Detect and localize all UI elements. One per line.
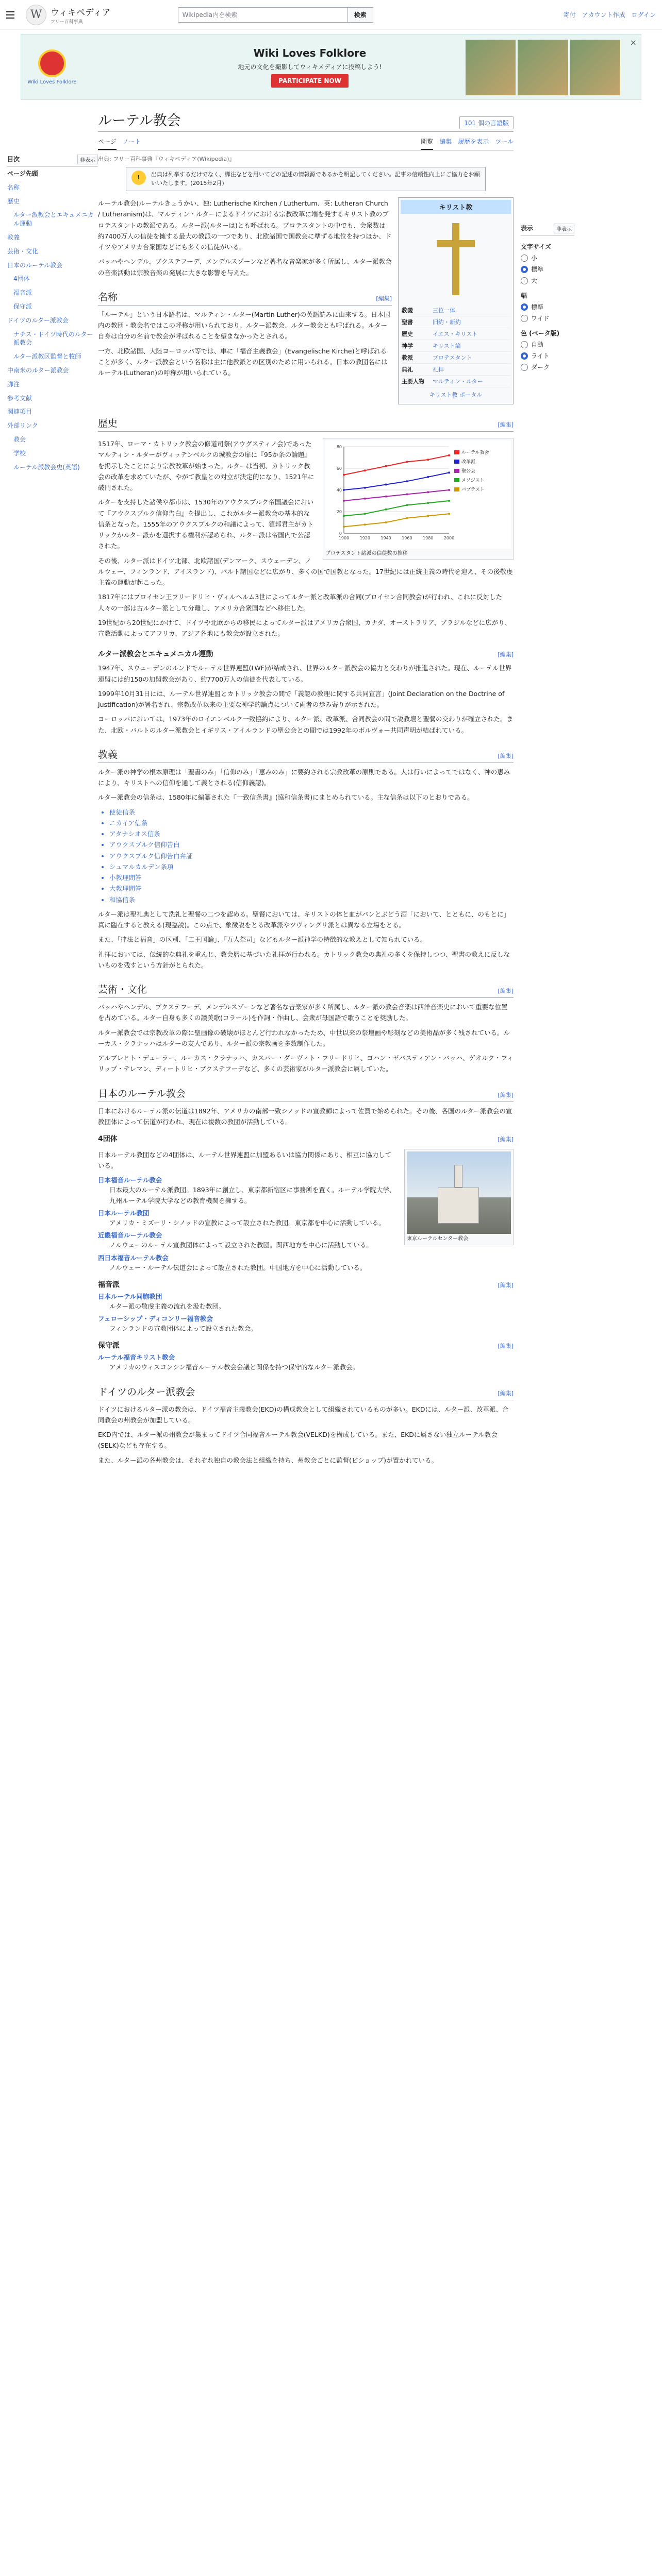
data-point bbox=[343, 515, 345, 517]
citation-notice bbox=[126, 167, 486, 191]
data-point bbox=[406, 461, 408, 463]
germany-paragraph: また、ルター派の各州教会は、それぞれ独自の教会法と組織を持ち、州教会ごとに監督(ビショップ)が置かれている。 bbox=[98, 1456, 438, 1464]
infobox-row bbox=[401, 304, 511, 316]
toc-item[interactable]: ナチス・ドイツ時代のルター派教会 bbox=[13, 330, 93, 347]
language-button[interactable]: 101 個の言語版 bbox=[459, 116, 514, 129]
confession-item[interactable]: • アタナシオス信条 bbox=[109, 828, 514, 839]
legend-swatch bbox=[454, 460, 459, 464]
heading-text: ドイツのルター派教会 bbox=[98, 1386, 195, 1398]
color-dark[interactable] bbox=[521, 363, 574, 371]
infobox-row bbox=[401, 364, 511, 376]
church-figure bbox=[404, 1149, 514, 1245]
edit-link[interactable]: [編集] bbox=[376, 295, 392, 302]
data-point bbox=[448, 454, 450, 456]
series-line bbox=[344, 455, 449, 475]
doctrine-paragraph: ルター派教会の信条は、1580年に編纂された『一致信条書』(協和信条書)にまとめられている。主な信条は以下のとおりである。 bbox=[98, 793, 474, 802]
ecumenism-paragraph: 1999年10月31日には、ルーテル世界連盟とカトリック教会の間で「義認の教理に関する共同宣言」(Joint Declaration on the Doctrine of Justification)が署名され、宗教改革以来の主要な神学的論点について両者の歩み寄りが示された。 bbox=[98, 689, 505, 708]
x-tick-label: 2000 bbox=[443, 536, 455, 540]
appearance-heading: 表示 bbox=[521, 225, 534, 232]
x-tick-label: 1900 bbox=[338, 536, 350, 540]
infobox-key: 神学 bbox=[402, 343, 413, 349]
arts-paragraph: ルター派教会では宗教改革の際に聖画像の破壊がほとんど行われなかったため、中世以来の祭壇画や彫刻などの美術品が多く残されている。ルーカス・クラナッハはルターの友人であり、ルター派の宗教画を多数制作した。 bbox=[98, 1028, 510, 1047]
section-heading-arts bbox=[98, 982, 514, 998]
table-of-contents bbox=[7, 100, 98, 1469]
infobox-key: 教義 bbox=[402, 307, 413, 314]
chart-caption: プロテスタント諸派の信徒数の推移 bbox=[325, 551, 408, 556]
data-point bbox=[364, 523, 366, 526]
section-heading-japan bbox=[98, 1086, 514, 1102]
data-point bbox=[364, 498, 366, 500]
color-light[interactable] bbox=[521, 351, 574, 360]
organization-description: ルター派の敬虔主義の流れを汲む教団。 bbox=[109, 1302, 225, 1310]
infobox-row bbox=[401, 340, 511, 352]
doctrine-paragraph: また、「律法と福音」の区別、「二王国論」、「万人祭司」などもルター派神学の特徴的な教えとして知られている。 bbox=[98, 936, 427, 944]
toc-item[interactable]: 関連項目 bbox=[7, 408, 32, 416]
infobox-key: 教派 bbox=[402, 354, 413, 361]
infobox-value[interactable]: 礼拝 bbox=[433, 366, 444, 373]
arts-paragraph: バッハやヘンデル、ブクステフーデ、メンデルスゾーンなど著名な音楽家が多く所属し、ルター派の教会音楽は西洋音楽史において重要な位置を占めている。ルター自身も多くの讃美歌(コラール)を作詞・作曲し、会衆が母国語で歌うことを奨励した。 bbox=[98, 1003, 508, 1022]
logo-subtitle: フリー百科事典 bbox=[51, 19, 83, 25]
ecumenism-paragraph: 1947年、スウェーデンのルンドでルーテル世界連盟(LWF)が結成され、世界のルター派教会の協力と交わりが推進された。現在、ルーテル世界連盟には約150の加盟教会があり、約7700万人の信徒を代表している。 bbox=[98, 664, 512, 683]
option-label: 標準 bbox=[531, 303, 544, 311]
campaign-logo-label: Wiki Loves Folklore bbox=[27, 79, 77, 85]
edit-link[interactable]: [編集] bbox=[498, 752, 514, 759]
search-button[interactable]: 検索 bbox=[348, 7, 373, 23]
close-icon[interactable]: × bbox=[630, 38, 637, 47]
y-tick-label: 20 bbox=[336, 510, 342, 514]
toc-item[interactable]: 外部リンク bbox=[7, 422, 38, 430]
option-label: ダーク bbox=[531, 364, 550, 371]
edit-link[interactable]: [編集] bbox=[498, 651, 514, 658]
search-bar bbox=[178, 7, 373, 23]
organization-description: アメリカのウィスコンシン福音ルーテル教会会議と関係を持つ保守的なルター派教会。 bbox=[109, 1363, 359, 1371]
section-heading-germany bbox=[98, 1384, 514, 1400]
legend-label: 聖公会 bbox=[461, 469, 476, 474]
heading-text: 福音派 bbox=[98, 1280, 120, 1289]
toc-item[interactable]: ドイツのルター派教会 bbox=[7, 316, 69, 324]
banner-text: 地元の文化を撮影してウィキメディアに投稿しよう! bbox=[238, 63, 382, 71]
heading-text: 歴史 bbox=[98, 418, 118, 429]
heading-text: 保守派 bbox=[98, 1342, 120, 1350]
data-point bbox=[385, 484, 387, 486]
color-label: 色 (ベータ版) bbox=[521, 330, 560, 337]
tab-talk[interactable]: ノート bbox=[122, 138, 141, 145]
toc-item[interactable]: 日本のルーテル教会 bbox=[7, 261, 63, 269]
infobox-key: 歴史 bbox=[402, 331, 413, 337]
option-label: 大 bbox=[531, 277, 538, 284]
toc-item[interactable]: 4団体 bbox=[13, 275, 30, 283]
data-point bbox=[448, 500, 450, 502]
chart-canvas bbox=[325, 440, 511, 549]
donate-link[interactable]: 寄付 bbox=[563, 11, 576, 19]
x-tick-label: 1920 bbox=[359, 536, 370, 540]
toc-hide-button[interactable]: 非表示 bbox=[77, 155, 98, 164]
option-label: 自動 bbox=[531, 341, 544, 348]
data-point bbox=[343, 474, 345, 476]
germany-paragraph: ドイツにおけるルター派の教会は、ドイツ福音主義教会(EKD)の構成教会として組織されているものが多い。EKDには、ルター派、改革派、合同教会の州教会が加盟している。 bbox=[98, 1405, 509, 1424]
infobox-row bbox=[401, 352, 511, 364]
history-paragraph: 1817年にはプロイセン王フリードリヒ・ヴィルヘルム3世によってルター派と改革派の合同(プロイセン合同教会)が行われ、これに反対した人々の一部は古ルター派として分離し、アメリカ合衆国などへ移住した。 bbox=[98, 593, 503, 612]
infobox-row bbox=[401, 376, 511, 387]
toc-item[interactable]: 参考文献 bbox=[7, 394, 32, 402]
campaign-logo-icon bbox=[38, 49, 66, 77]
option-label: 標準 bbox=[531, 266, 544, 273]
appearance-hide-button[interactable]: 非表示 bbox=[554, 224, 574, 233]
organization-name[interactable]: 日本福音ルーテル教会 bbox=[98, 1176, 162, 1184]
four-paragraph: 日本ルーテル教団などの4団体は、ルーテル世界連盟に加盟あるいは協力関係にあり、相互に協力している。 bbox=[98, 1151, 392, 1170]
edit-link[interactable]: [編集] bbox=[498, 1343, 514, 1350]
church-caption: 東京ルーテルセンター教会 bbox=[407, 1236, 469, 1242]
globe-icon: W bbox=[26, 5, 46, 25]
create-account-link[interactable]: アカウント作成 bbox=[582, 11, 625, 19]
wikipedia-logo[interactable] bbox=[26, 5, 111, 25]
option-label: 小 bbox=[531, 255, 538, 262]
edit-link[interactable]: [編集] bbox=[498, 1136, 514, 1143]
data-point bbox=[448, 471, 450, 473]
infobox-key: 聖書 bbox=[402, 319, 413, 326]
infobox-value[interactable]: マルティン・ルター bbox=[433, 378, 483, 385]
confession-item[interactable]: • アウクスブルク信仰告白 bbox=[109, 839, 514, 850]
series-line bbox=[344, 501, 449, 516]
name-paragraph: 一方、北欧諸国、大陸ヨーロッパ等では、単に「福音主義教会」(Evangelische Kirche)と呼ばれることが多く、ルター派教会という名称は主に他教派との区別のために用いられる。日本の教団名にはルーテル(Lutheran)の呼称が用いられている。 bbox=[98, 347, 388, 377]
section-heading-history bbox=[98, 416, 514, 432]
legend-swatch bbox=[454, 487, 459, 492]
legend-swatch bbox=[454, 469, 459, 473]
text-size-large[interactable] bbox=[521, 276, 574, 285]
subsection-heading-ecumenism bbox=[98, 649, 514, 659]
toc-item[interactable]: 教義 bbox=[7, 233, 20, 241]
infobox-row bbox=[401, 328, 511, 340]
heading-text: 4団体 bbox=[98, 1135, 118, 1143]
doctrine-paragraph: ルター派は聖礼典として洗礼と聖餐の二つを認める。聖餐においては、キリストの体と血がパンとぶどう酒「において、とともに、のもとに」真に臨在すると教える(現臨説)。この点で、象徴説をとる改革派やツヴィングリ派とは異なる立場をとる。 bbox=[98, 910, 510, 929]
data-point bbox=[427, 491, 429, 493]
organization-description: ノルウェー・ルーテル伝道会によって設立された教団。中国地方を中心に活動している。 bbox=[109, 1263, 367, 1272]
toc-item[interactable]: 福音派 bbox=[13, 289, 32, 297]
main-menu-icon[interactable] bbox=[6, 8, 21, 22]
subsection-heading-evangelical bbox=[98, 1279, 514, 1290]
confession-item[interactable]: • 和協信条 bbox=[109, 894, 514, 905]
history-paragraph: その後、ルター派はドイツ北部、北欧諸国(デンマーク、スウェーデン、ノルウェー、フィンランド、アイスランド)、バルト諸国などに広がり、多くの国で国教となった。17世紀には正統主義の時代を迎え、その後敬虔主義の運動が起こった。 bbox=[98, 556, 513, 586]
legend-label: ルーテル教会 bbox=[461, 450, 489, 455]
confession-item[interactable]: • 大教理問答 bbox=[109, 883, 514, 894]
edit-link[interactable]: [編集] bbox=[498, 421, 514, 428]
color-auto[interactable] bbox=[521, 340, 574, 349]
confession-item[interactable]: • アウクスブルク信仰告白弁証 bbox=[109, 851, 514, 861]
width-label: 幅 bbox=[521, 292, 527, 299]
page-title-bar bbox=[98, 109, 514, 132]
infobox-row bbox=[401, 316, 511, 328]
appearance-header bbox=[521, 224, 574, 236]
legend-swatch bbox=[454, 450, 459, 454]
banner-photos bbox=[466, 40, 620, 95]
legend-label: バプテスト bbox=[461, 487, 485, 493]
membership-chart bbox=[323, 438, 514, 560]
edit-link[interactable]: [編集] bbox=[498, 1281, 514, 1289]
tab-page[interactable]: ページ bbox=[98, 134, 117, 150]
option-label: ワイド bbox=[531, 315, 550, 322]
data-point bbox=[427, 515, 429, 517]
article bbox=[98, 100, 514, 1469]
toc-item[interactable]: ページ先頭 bbox=[7, 170, 38, 177]
organization-name[interactable]: フェローシップ・ディコンリー福音教会 bbox=[98, 1315, 213, 1323]
organization-description: ノルウェーのルーテル宣教団体によって設立された教団。関西地方を中心に活動している。 bbox=[109, 1241, 373, 1249]
infobox-value[interactable]: イエス・キリスト bbox=[433, 331, 478, 337]
series-line bbox=[344, 514, 449, 527]
section-heading-name bbox=[98, 290, 392, 306]
confession-item[interactable]: • 小教理問答 bbox=[109, 872, 514, 883]
doctrine-paragraph: 礼拝においては、伝統的な典礼を重んじ、教会暦に基づいた礼拝が行われる。カトリック教会の典礼の多くを保持しつつ、聖書の教えに反しないものを残すという方針がとられた。 bbox=[98, 950, 510, 969]
data-point bbox=[406, 493, 408, 495]
edit-link[interactable]: [編集] bbox=[498, 988, 514, 994]
confession-list bbox=[109, 807, 514, 905]
infobox-key: 主要人物 bbox=[402, 378, 424, 385]
banner-title: Wiki Loves Folklore bbox=[253, 46, 367, 59]
text-size-small[interactable] bbox=[521, 253, 574, 262]
x-tick-label: 1960 bbox=[402, 536, 412, 540]
width-standard[interactable] bbox=[521, 302, 574, 311]
data-point bbox=[427, 502, 429, 504]
edit-link[interactable]: [編集] bbox=[498, 1091, 514, 1098]
history-paragraph: 1517年、ローマ・カトリック教会の修道司祭(アウグスティノ会)であったマルティン・ルターがヴィッテンベルクの城教会の扉に『95か条の論題』を掲示したことにより宗教改革が始まった。ルターは当初、カトリック教会の改革を求めていたが、やがて教皇との対立が決定的になり、1521年に破門された。 bbox=[98, 440, 315, 492]
appearance-panel bbox=[514, 100, 574, 1469]
toc-header bbox=[7, 155, 98, 167]
heading-text: ルター派教会とエキュメニカル運動 bbox=[98, 650, 213, 659]
organization-name[interactable]: ルーテル福音キリスト教会 bbox=[98, 1353, 175, 1362]
church-photo bbox=[407, 1151, 511, 1234]
doctrine-paragraph: ルター派の神学の根本原理は「聖書のみ」「信仰のみ」「恵みのみ」に要約される宗教改革の原則である。人は行いによってではなく、神の恵みにより、キリストへの信仰を通して義とされる(信仰義認)。 bbox=[98, 768, 510, 787]
y-tick-label: 0 bbox=[339, 531, 342, 536]
user-links bbox=[564, 10, 656, 19]
organization-name[interactable]: 日本ルーテル教団 bbox=[98, 1209, 150, 1217]
data-point bbox=[343, 526, 345, 528]
y-tick-label: 60 bbox=[336, 466, 342, 471]
data-point bbox=[406, 504, 408, 506]
subsection-heading-four bbox=[98, 1133, 514, 1144]
toc-item[interactable]: 歴史 bbox=[7, 197, 20, 205]
data-point bbox=[427, 459, 429, 461]
warning-icon: ! bbox=[131, 171, 146, 185]
series-line bbox=[344, 472, 449, 490]
data-point bbox=[343, 500, 345, 502]
infobox bbox=[398, 197, 514, 404]
page-title: ルーテル教会 bbox=[98, 113, 181, 129]
search-input[interactable]: Wikipedia内を検索 bbox=[178, 7, 348, 23]
page-tabs bbox=[98, 134, 514, 150]
japan-paragraph: 日本におけるルーテル派の伝道は1892年、アメリカの南部一致シノッドの宣教師によって佐賀で始められた。その後、各国のルター派教会の宣教団体によって伝道が行われ、現在は複数の教団が活動している。 bbox=[98, 1107, 512, 1126]
data-point bbox=[364, 469, 366, 471]
ecumenism-paragraph: ヨーロッパにおいては、1973年のロイエンベルク一致協約により、ルター派、改革派、合同教会の間で説教壇と聖餐の交わりが確立された。また、北欧・バルトのルター派教会とイギリス・アイルランドの聖公会との間では1992年のポルヴォー共同声明が結ばれている。 bbox=[98, 715, 513, 734]
toc-item[interactable]: 中南米のルター派教会 bbox=[7, 366, 69, 374]
organization-name[interactable]: 近畿福音ルーテル教会 bbox=[98, 1231, 162, 1240]
data-point bbox=[385, 465, 387, 467]
campaign-logo bbox=[21, 49, 83, 85]
data-point bbox=[448, 489, 450, 491]
tab-history[interactable]: 履歴を表示 bbox=[458, 138, 489, 145]
intro-paragraph: バッハやヘンデル、ブクステフーデ、メンデルスゾーンなど著名な音楽家が多く所属し、ルター派教会の音楽活動は宗教音楽の発展に大きな影響を与えた。 bbox=[98, 258, 392, 277]
portal-link[interactable]: キリスト教 ポータル bbox=[429, 392, 483, 398]
organization-description: 日本最大のルーテル派教団。1893年に創立し、東京都新宿区に事務所を置く。ルーテル学院大学、九州ルーテル学院大学などの教育機関を擁する。 bbox=[109, 1185, 396, 1205]
heading-text: 名称 bbox=[98, 291, 118, 303]
organization-name[interactable]: 西日本福音ルーテル教会 bbox=[98, 1253, 169, 1262]
y-tick-label: 80 bbox=[336, 445, 342, 449]
data-point bbox=[385, 521, 387, 523]
infobox-value[interactable]: プロテスタント bbox=[433, 354, 472, 361]
toc-item[interactable]: ルター派教会とエキュメニカル運動 bbox=[13, 211, 94, 228]
site-header bbox=[0, 0, 662, 30]
subsection-heading-conservative bbox=[98, 1340, 514, 1350]
data-point bbox=[343, 489, 345, 491]
infobox-value[interactable]: 三位一体 bbox=[433, 307, 455, 314]
infobox-value[interactable]: 旧約・新約 bbox=[433, 319, 461, 326]
infobox-value[interactable]: キリスト論 bbox=[433, 343, 461, 349]
toc-item[interactable]: 教会 bbox=[13, 435, 26, 443]
heading-text: 芸術・文化 bbox=[98, 984, 147, 995]
y-tick-label: 40 bbox=[336, 488, 342, 493]
login-link[interactable]: ログイン bbox=[631, 11, 656, 19]
data-point bbox=[406, 480, 408, 482]
toc-heading: 目次 bbox=[7, 156, 20, 163]
heading-text: 教義 bbox=[98, 749, 118, 760]
infobox-key: 典礼 bbox=[402, 366, 413, 373]
data-point bbox=[448, 513, 450, 515]
data-point bbox=[427, 476, 429, 478]
organization-description: アメリカ・ミズーリ・シノッドの宣教によって設立された教団。東京都を中心に活動している。 bbox=[109, 1219, 385, 1227]
data-point bbox=[385, 509, 387, 511]
history-paragraph: 19世紀から20世紀にかけて、ドイツや北欧からの移民によってルター派はアメリカ合衆国、カナダ、オーストラリア、ブラジルなどに広がり、宣教活動によってアフリカ、アジア各地にも教会が設立された。 bbox=[98, 618, 511, 637]
x-tick-label: 1980 bbox=[423, 536, 434, 540]
history-paragraph: ルターを支持した諸侯や都市は、1530年のアウクスブルク帝国議会において『アウクスブルク信仰告白』を提出し、これがルター派教会の基本的な信条となった。1555年のアウクスブルクの和議によって、領邦君主がカトリックかルター派かを選択する権利が認められ、ルター派は帝国内で公認された。 bbox=[98, 498, 314, 550]
intro-paragraph: ルーテル教会(ルーテルきょうかい、独: Lutherische Kirchen / Luthertum、英: Lutheran Church / Lutheranism)は、マルティン・ルターによるドイツにおける宗教改革に端を発するキリスト教のプロテスタントの教派である。ルター派(ルターは)とも呼ばれる。プロテスタントの中でも、会衆数は約7400万人の信徒を擁する最大の教派の一つであり、北欧諸国で国教会に準ずる地位を持つほか、ドイツやアメリカ合衆国などにも多くの信徒がいる。 bbox=[98, 199, 392, 251]
organization-description: フィンランドの宣教団体によって設立された教会。 bbox=[109, 1325, 257, 1332]
section-heading-doctrine bbox=[98, 747, 514, 763]
tab-tools[interactable]: ツール bbox=[495, 138, 514, 145]
toc-item[interactable]: 名称 bbox=[7, 183, 20, 191]
series-line bbox=[344, 490, 449, 501]
data-point bbox=[385, 496, 387, 498]
campaign-banner bbox=[21, 34, 641, 100]
toc-item[interactable]: 芸術・文化 bbox=[7, 247, 39, 255]
toc-item[interactable]: 脚注 bbox=[7, 380, 20, 388]
edit-link[interactable]: [編集] bbox=[498, 1389, 514, 1397]
toc-item[interactable]: ルター派教区監督と牧師 bbox=[13, 353, 81, 361]
name-paragraph: 「ルーテル」という日本語名は、マルティン・ルター(Martin Luther)の英語読みに由来する。日本国内の教団・教会名ではこの呼称が用いられており、ルター派教会、ルター教会とも呼ばれる。ルター自身は自分の名前で教会が呼ばれることを望まなかったとされる。 bbox=[98, 310, 390, 341]
toc-item[interactable]: ルーテル派教会史(英語) bbox=[13, 463, 80, 471]
tab-edit[interactable]: 編集 bbox=[439, 138, 452, 145]
data-point bbox=[406, 517, 408, 519]
legend-swatch bbox=[454, 478, 459, 482]
notice-text: 出典は列挙するだけでなく、脚注などを用いてどの記述の情報源であるかを明記してください。記事の信頼性向上にご協力をお願いいたします。(2015年2月) bbox=[151, 171, 480, 187]
text-size-label: 文字サイズ bbox=[521, 243, 552, 250]
logo-title: ウィキペディア bbox=[51, 7, 111, 18]
data-point bbox=[364, 513, 366, 515]
source-line: 出典: フリー百科事典『ウィキペディア(Wikipedia)』 bbox=[98, 156, 235, 162]
confession-item[interactable]: • 使徒信条 bbox=[109, 807, 514, 818]
heading-text: 日本のルーテル教会 bbox=[98, 1088, 186, 1099]
germany-paragraph: EKD内では、ルター派の州教会が集まってドイツ合同福音ルーテル教会(VELKD)を構成している。また、EKDに属さない独立ルーテル教会(SELK)なども存在する。 bbox=[98, 1431, 498, 1450]
option-label: ライト bbox=[531, 352, 550, 360]
legend-label: メソジスト bbox=[461, 478, 485, 483]
toc-item[interactable]: 学校 bbox=[13, 449, 26, 457]
arts-paragraph: アルブレヒト・デューラー、ルーカス・クラナッハ、カスパー・ダーヴィト・フリードリヒ、ヨハン・ゼバスティアン・バッハ、ゲオルク・フィリップ・テレマン、ディートリヒ・ブクステフーデなど、多くの芸術家がルター派教会に属していた。 bbox=[98, 1054, 514, 1073]
data-point bbox=[364, 487, 366, 489]
confession-item[interactable]: • シュマルカルデン条項 bbox=[109, 861, 514, 872]
width-wide[interactable] bbox=[521, 314, 574, 323]
cross-icon bbox=[401, 214, 511, 304]
participate-button[interactable]: PARTICIPATE NOW bbox=[271, 74, 349, 88]
toc-item[interactable]: 保守派 bbox=[13, 302, 32, 310]
organization-name[interactable]: 日本ルーテル同胞教団 bbox=[98, 1292, 162, 1300]
tab-read[interactable]: 閲覧 bbox=[421, 134, 433, 150]
text-size-standard[interactable] bbox=[521, 265, 574, 274]
legend-label: 改革派 bbox=[461, 460, 476, 465]
confession-item[interactable]: • ニカイア信条 bbox=[109, 818, 514, 828]
infobox-title: キリスト教 bbox=[401, 200, 511, 214]
x-tick-label: 1940 bbox=[380, 536, 391, 540]
